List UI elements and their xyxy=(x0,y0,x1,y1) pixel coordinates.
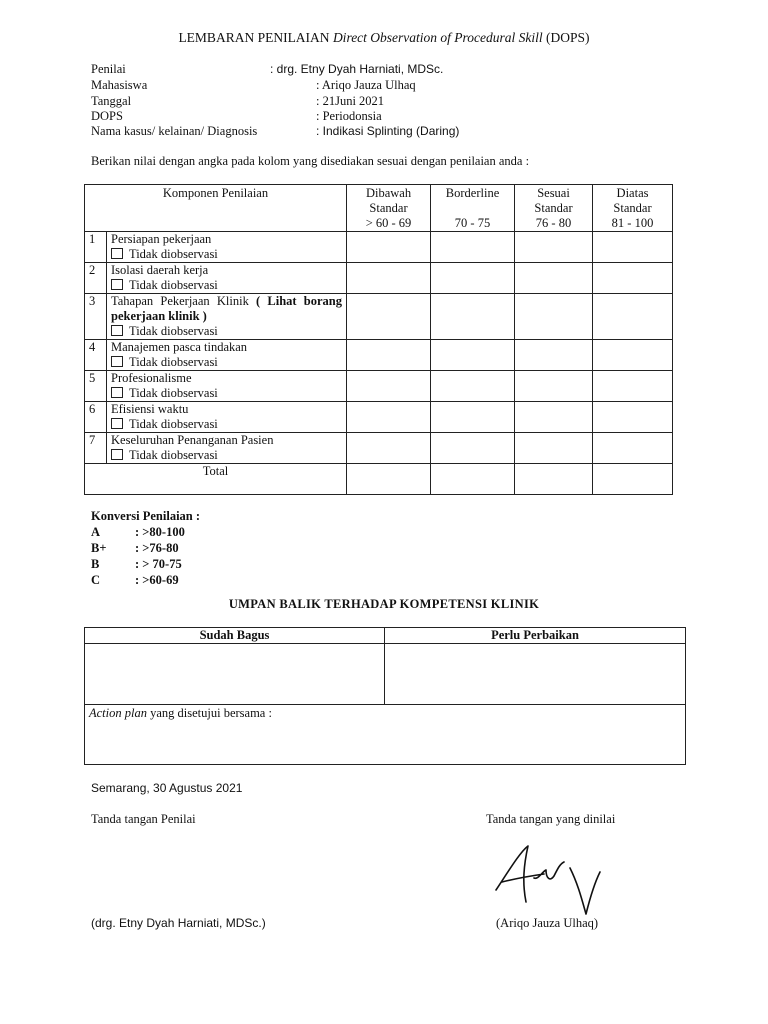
row-label: Persiapan pekerjaan xyxy=(111,232,212,246)
row-label: Tahapan Pekerjaan Klinik xyxy=(111,294,257,308)
checkbox-icon[interactable] xyxy=(111,387,123,398)
konversi-grade: C xyxy=(91,573,101,587)
header-above-standard xyxy=(593,185,673,232)
row-label: Efisiensi waktu xyxy=(111,402,189,416)
instruction-text: Berikan nilai dengan angka pada kolom yang disediakan sesuai dengan penilaian anda : xyxy=(91,154,530,168)
row-label: Manajemen pasca tindakan xyxy=(111,340,248,354)
konversi-range: : > 70-75 xyxy=(135,557,182,571)
row-component xyxy=(107,232,347,263)
row-component xyxy=(107,294,347,340)
header-meets-line1: Sesuai xyxy=(537,186,570,200)
header-meets-line2: Standar xyxy=(534,201,573,215)
score-cell-above[interactable] xyxy=(593,340,673,371)
score-cell-meets[interactable] xyxy=(515,433,593,464)
score-cell-above[interactable] xyxy=(593,371,673,402)
score-table xyxy=(84,184,673,495)
row-number: 3 xyxy=(85,294,107,340)
score-cell-below[interactable] xyxy=(347,371,431,402)
konversi-row xyxy=(91,524,200,540)
title-italic: Direct Observation of Procedural Skill xyxy=(332,30,543,45)
row-component xyxy=(107,263,347,294)
row-component xyxy=(107,340,347,371)
assessor-name xyxy=(91,916,266,931)
header-component xyxy=(85,185,347,232)
header-below-line1: Dibawah xyxy=(365,186,412,200)
table-row xyxy=(85,232,673,263)
not-observed-label: Tidak diobservasi xyxy=(129,448,218,462)
score-cell-above[interactable] xyxy=(593,433,673,464)
total-label: Total xyxy=(85,464,347,495)
score-cell-borderline[interactable] xyxy=(431,294,515,340)
total-cell-borderline[interactable] xyxy=(431,464,515,495)
action-plan-italic: Action plan xyxy=(89,706,147,720)
row-number: 1 xyxy=(85,232,107,263)
not-observed-option[interactable] xyxy=(111,386,346,401)
title-prefix: LEMBARAN PENILAIAN xyxy=(178,30,333,45)
score-cell-borderline[interactable] xyxy=(431,402,515,433)
konversi-grade: A xyxy=(91,525,101,539)
score-table-header xyxy=(85,185,673,232)
not-observed-label: Tidak diobservasi xyxy=(129,324,218,338)
table-row xyxy=(85,371,673,402)
feedback-good-field[interactable] xyxy=(85,644,385,705)
score-cell-meets[interactable] xyxy=(515,232,593,263)
page-title xyxy=(0,30,768,46)
header-label-tanggal: Tanggal xyxy=(91,94,132,108)
total-cell-below[interactable] xyxy=(347,464,431,495)
title-suffix: (DOPS) xyxy=(542,30,590,45)
konversi-range: : >60-69 xyxy=(135,573,179,587)
score-cell-above[interactable] xyxy=(593,402,673,433)
checkbox-icon[interactable] xyxy=(111,248,123,259)
score-cell-below[interactable] xyxy=(347,263,431,294)
score-cell-borderline[interactable] xyxy=(431,433,515,464)
konversi-row xyxy=(91,540,200,556)
not-observed-option[interactable] xyxy=(111,355,346,370)
score-cell-borderline[interactable] xyxy=(431,340,515,371)
header-borderline-line1: Borderline xyxy=(445,186,500,200)
row-number: 2 xyxy=(85,263,107,294)
table-row xyxy=(85,340,673,371)
total-row xyxy=(85,464,673,495)
header-component-label: Komponen Penilaian xyxy=(162,186,269,200)
score-cell-above[interactable] xyxy=(593,294,673,340)
header-below-line3: > 60 - 69 xyxy=(365,216,412,230)
total-cell-above[interactable] xyxy=(593,464,673,495)
table-row xyxy=(85,263,673,294)
signature-image xyxy=(488,842,608,917)
feedback-table xyxy=(84,627,686,765)
score-cell-above[interactable] xyxy=(593,232,673,263)
konversi-section xyxy=(91,508,200,588)
not-observed-option[interactable] xyxy=(111,448,346,463)
header-label-penilai: Penilai xyxy=(91,62,126,76)
place-date-text: Semarang, 30 Agustus 2021 xyxy=(91,781,243,795)
score-cell-above[interactable] xyxy=(593,263,673,294)
checkbox-icon[interactable] xyxy=(111,449,123,460)
checkbox-icon[interactable] xyxy=(111,279,123,290)
feedback-col-good: Sudah Bagus xyxy=(85,628,385,644)
action-plan-label: yang disetujui bersama : xyxy=(146,706,272,720)
row-label: Isolasi daerah kerja xyxy=(111,263,209,277)
score-cell-meets[interactable] xyxy=(515,263,593,294)
not-observed-label: Tidak diobservasi xyxy=(129,247,218,261)
signature-label-assessor: Tanda tangan Penilai xyxy=(91,812,196,826)
score-cell-below[interactable] xyxy=(347,294,431,340)
header-borderline-spacer xyxy=(431,201,514,216)
konversi-title: Konversi Penilaian : xyxy=(91,509,201,523)
place-date xyxy=(91,781,242,796)
header-label-diagnosis: Nama kasus/ kelainan/ Diagnosis xyxy=(91,124,258,138)
score-cell-borderline[interactable] xyxy=(431,232,515,263)
header-above-line3: 81 - 100 xyxy=(611,216,654,230)
konversi-row xyxy=(91,572,200,588)
feedback-improve-field[interactable] xyxy=(385,644,686,705)
row-number: 7 xyxy=(85,433,107,464)
header-value-dops: : Periodonsia xyxy=(316,109,382,123)
not-observed-option[interactable] xyxy=(111,417,346,432)
score-cell-meets[interactable] xyxy=(515,371,593,402)
header-meets-line3: 76 - 80 xyxy=(535,216,572,230)
header-above-line1: Diatas xyxy=(616,186,649,200)
row-label-wrap xyxy=(111,294,346,324)
score-cell-below[interactable] xyxy=(347,433,431,464)
not-observed-option[interactable] xyxy=(111,324,346,339)
header-below-standard xyxy=(347,185,431,232)
checkbox-icon[interactable] xyxy=(111,325,123,336)
header-borderline xyxy=(431,185,515,232)
assessor-name-text: (drg. Etny Dyah Harniati, MDSc.) xyxy=(91,916,266,930)
header-label-mahasiswa: Mahasiswa xyxy=(91,78,148,92)
checkbox-icon[interactable] xyxy=(111,418,123,429)
header-value-tanggal: : 21Juni 2021 xyxy=(316,94,385,108)
not-observed-label: Tidak diobservasi xyxy=(129,355,218,369)
not-observed-label: Tidak diobservasi xyxy=(129,417,218,431)
score-cell-below[interactable] xyxy=(347,402,431,433)
header-above-line2: Standar xyxy=(613,201,652,215)
feedback-title: UMPAN BALIK TERHADAP KOMPETENSI KLINIK xyxy=(228,597,540,611)
row-label-bold: ( Lihat borang pekerjaan klinik ) xyxy=(111,294,343,323)
row-number: 4 xyxy=(85,340,107,371)
not-observed-label: Tidak diobservasi xyxy=(129,278,218,292)
score-cell-borderline[interactable] xyxy=(431,371,515,402)
header-value-mahasiswa: : Ariqo Jauza Ulhaq xyxy=(316,78,416,92)
header-below-line2: Standar xyxy=(369,201,408,215)
table-row xyxy=(85,402,673,433)
header-meets-standard xyxy=(515,185,593,232)
feedback-entry-row xyxy=(85,644,686,705)
checkbox-icon[interactable] xyxy=(111,356,123,367)
konversi-row xyxy=(91,556,200,572)
score-cell-below[interactable] xyxy=(347,232,431,263)
not-observed-option[interactable] xyxy=(111,278,346,293)
konversi-grade: B xyxy=(91,557,100,571)
feedback-header xyxy=(85,628,686,644)
student-name: (Ariqo Jauza Ulhaq) xyxy=(496,916,599,930)
score-cell-below[interactable] xyxy=(347,340,431,371)
row-component xyxy=(107,402,347,433)
not-observed-option[interactable] xyxy=(111,247,346,262)
header-label-dops: DOPS xyxy=(91,109,123,123)
table-row xyxy=(85,294,673,340)
score-cell-meets[interactable] xyxy=(515,294,593,340)
signature-label-student: Tanda tangan yang dinilai xyxy=(486,812,616,826)
row-component xyxy=(107,371,347,402)
action-plan-field[interactable] xyxy=(85,705,686,765)
score-cell-meets[interactable] xyxy=(515,340,593,371)
row-label: Profesionalisme xyxy=(111,371,192,385)
row-number: 5 xyxy=(85,371,107,402)
table-row xyxy=(85,433,673,464)
header-value-diagnosis: : Indikasi Splinting (Daring) xyxy=(316,124,460,138)
row-component xyxy=(107,433,347,464)
total-cell-meets[interactable] xyxy=(515,464,593,495)
score-cell-borderline[interactable] xyxy=(431,263,515,294)
header-borderline-line3: 70 - 75 xyxy=(454,216,491,230)
not-observed-label: Tidak diobservasi xyxy=(129,386,218,400)
score-cell-meets[interactable] xyxy=(515,402,593,433)
konversi-grade: B+ xyxy=(91,541,107,555)
feedback-col-improve: Perlu Perbaikan xyxy=(385,628,686,644)
header-value-penilai: : drg. Etny Dyah Harniati, MDSc. xyxy=(270,62,444,76)
row-number: 6 xyxy=(85,402,107,433)
konversi-range: : >80-100 xyxy=(135,525,185,539)
row-label: Keseluruhan Penanganan Pasien xyxy=(111,433,274,447)
action-plan-row xyxy=(85,705,686,765)
konversi-range: : >76-80 xyxy=(135,541,179,555)
